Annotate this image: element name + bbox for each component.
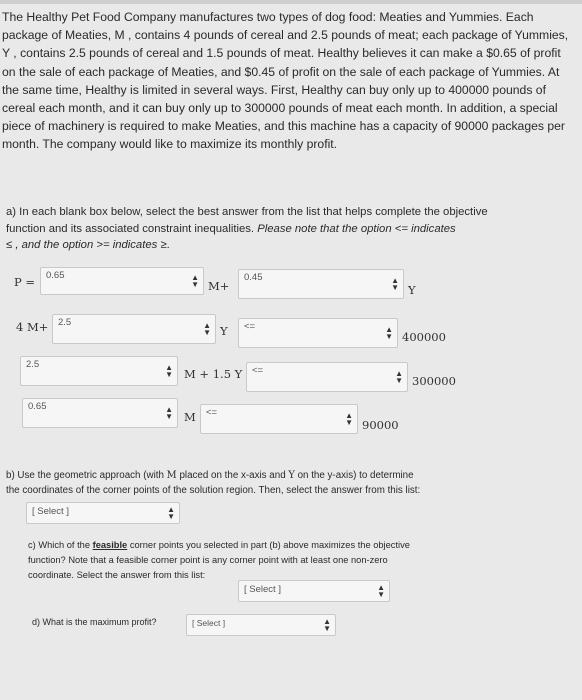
max-profit-select[interactable]: [ Select ] ▲ ▼ [186,614,336,636]
select-arrows-icon: ▲ ▼ [203,321,211,337]
select-arrows-icon: ▲ ▼ [167,505,175,521]
machine-inequality-select[interactable]: <= ▲ ▼ [200,404,358,434]
select-arrows-icon: ▲ ▼ [391,276,399,292]
select-arrows-icon: ▲ ▼ [395,369,403,385]
cereal-lead: 4 M+ [16,320,49,334]
select-arrows-icon: ▲ ▼ [345,411,353,427]
cereal-mid: Y [220,324,228,338]
objective-coef-m-select[interactable]: 0.65 ▲ ▼ [40,267,204,295]
select-arrows-icon: ▲ ▼ [165,405,173,421]
meat-coef-m-select[interactable]: 2.5 ▲ ▼ [20,356,178,386]
cereal-coef-y-select[interactable]: 2.5 ▲ ▼ [52,314,216,344]
part-a-instructions: a) In each blank box below, select the best answer from the list that helps complete the objective function and its associated constraint inequalities. Please note that the option <= indicates ≤ , and the option >= indicates ≥. [6,206,488,251]
meat-mid: M + 1.5 Y [184,367,243,381]
cereal-inequality-select[interactable]: <= ▲ ▼ [238,318,398,348]
corner-points-select[interactable]: [ Select ] ▲ ▼ [26,502,180,524]
machine-coef-m-select[interactable]: 0.65 ▲ ▼ [22,398,178,428]
meat-tail: 300000 [412,374,456,388]
top-strip [0,0,582,4]
objective-coef-y-select[interactable]: 0.45 ▲ ▼ [238,269,404,299]
objective-mid: M+ [208,279,230,293]
select-arrows-icon: ▲ ▼ [191,273,199,289]
objective-tail: Y [408,283,416,297]
select-arrows-icon: ▲ ▼ [377,583,385,599]
max-point-select[interactable]: [ Select ] ▲ ▼ [238,580,390,602]
select-arrows-icon: ▲ ▼ [165,363,173,379]
machine-tail: 90000 [362,418,399,432]
objective-lead: P = [14,275,36,289]
part-d-question: d) What is the maximum profit? [32,617,157,627]
cereal-tail: 400000 [402,330,446,344]
part-c-question: c) Which of the feasible corner points you selected in part (b) above maximizes the objective function? Note that a feasible corner point is any corner point with at least one non-zero coordinate. Select the answer from this list: [28,540,410,580]
problem-statement: The Healthy Pet Food Company manufactures two types of dog food: Meaties and Yummies. Each package of Meaties, M , contains 4 pounds of cereal and 2.5 pounds of meat; each package of Yummies, Y , contains 2.5 pounds of cereal and 1.5 pounds of meat. Healthy believes it can make a $0.65 of profit on the sale of each package of Meaties, and $0.45 of profit on the sale of each package of Yummies. At the same time, Healthy is limited in several ways. First, Healthy can buy only up to 400000 pounds of cereal each month, and it can buy only up to 300000 pounds of meat each month. In addition, a special piece of machinery is required to make Meaties, and this machine has a capacity of 90000 packages per month. The company would like to maximize its monthly profit. [2,10,569,152]
meat-inequality-select[interactable]: <= ▲ ▼ [246,362,408,392]
select-arrows-icon: ▲ ▼ [385,325,393,341]
machine-mid: M [184,410,196,424]
select-arrows-icon: ▲ ▼ [323,617,331,633]
part-b-question: b) Use the geometric approach (with M placed on the x-axis and Y on the y-axis) to determine the coordinates of the corner points of the solution region. Then, select the answer from this list: [6,470,421,496]
